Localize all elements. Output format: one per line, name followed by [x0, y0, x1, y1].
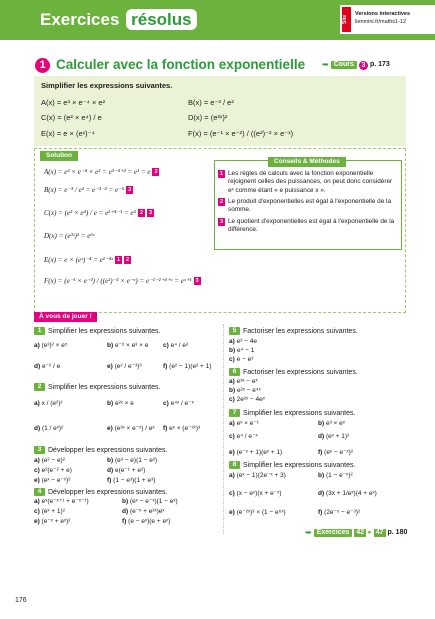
ex1-d: d) e⁻² / e: [34, 363, 61, 370]
ex8-title: [229, 461, 355, 471]
ex8-number: 8: [229, 461, 240, 469]
arrow-icon: ➥: [322, 60, 329, 69]
ex6-b-text: e²ˣ − e⁴ˣ: [236, 387, 261, 394]
ex2-d: d) (1 / eˣ)²: [34, 425, 64, 432]
ex3-c: c) e²(e⁻² + e): [34, 467, 72, 474]
ex8-d-text: (3x + 1/eˣ)(4 + eˣ): [325, 490, 377, 497]
ex3-d-text: e(e⁻¹ + e²): [114, 467, 146, 474]
ex5-c-text: e − e³: [236, 356, 254, 363]
ex3-title: [34, 446, 167, 456]
ex8-e-text: (e⁻²ˣ)³ × (1 − e⁶ˣ): [236, 509, 286, 516]
ex4-f: f) (e − eˣ)(e + eˣ): [122, 518, 171, 525]
ex6-b: b) e²ˣ − e⁴ˣ: [229, 387, 261, 394]
ex6-c: c) 2e²ˣ − 4eˣ: [229, 396, 265, 403]
column-divider: [223, 324, 224, 534]
sol-F: [44, 277, 201, 286]
sol-B-text: B(x) = e⁻³ / e² = e⁻³⁻² = e⁻⁵: [44, 186, 125, 194]
ex7-c-text: e⁴ / e⁻ˣ: [236, 433, 258, 440]
ex6-a-text: e³ˣ − eˣ: [236, 378, 258, 385]
ex6-a: a) e³ˣ − eˣ: [229, 378, 258, 385]
ex7-f: f) (eˣ − e⁻ˣ)²: [318, 449, 353, 456]
exercices-page: p. 180: [387, 528, 408, 536]
ex4-c-text: (eˣ + 1)²: [41, 508, 65, 515]
ex4-f-text: (e − eˣ)(e + eˣ): [128, 518, 171, 525]
sol-E: [44, 256, 131, 265]
stmt-D-text: D(x) = (e³ˣ)²: [188, 113, 228, 122]
section-number: [35, 58, 50, 73]
cours-ref[interactable]: [322, 60, 390, 70]
ex7-title-text: Simplifier les expressions suivantes.: [243, 409, 356, 417]
ex1-f: f) (e² − 1)(e² + 1): [163, 363, 212, 370]
ex1-c: c) e⁴ / e²: [163, 342, 189, 349]
site-tag: Site: [342, 7, 351, 32]
ex2-d-text: (1 / eˣ)²: [41, 425, 64, 432]
ex3-a-text: (e² − e)²: [41, 457, 65, 464]
method-item: [218, 198, 398, 215]
ex1-e: e) (e² / e⁻³)³: [107, 363, 142, 370]
sol-A: [44, 168, 159, 177]
ex7-number: 7: [229, 409, 240, 417]
versions-line-1: Versions interactives: [355, 11, 411, 17]
method-number: 3: [219, 218, 224, 225]
method-number: 2: [219, 198, 224, 205]
sol-E-ref2: 2: [125, 257, 130, 264]
ex7-a-text: eˣ × e⁻¹: [236, 420, 259, 427]
method-item: [218, 218, 398, 235]
ex8-title-text: Simplifier les expressions suivantes.: [243, 461, 356, 469]
sol-C-ref2: 3: [148, 210, 152, 217]
stmt-F-text: F(x) = (e⁻¹ × e⁻²) / ((e²)⁻² × e⁻ˣ): [188, 129, 294, 138]
exercices-to: 47: [375, 528, 384, 536]
ex4-b-text: (eˣ − e⁻ˣ)(1 − eˣ): [129, 498, 178, 505]
ex3-c-text: e²(e⁻² + e): [41, 467, 72, 474]
ex2-c-text: e⁴ˣ / e⁻ˣ: [170, 400, 194, 407]
ex1-a-text: (e³)² × e⁵: [41, 342, 68, 349]
sol-D: [44, 232, 95, 241]
ex3-e: e) (eˣ − e⁻ˣ)²: [34, 477, 71, 484]
stmt-B-text: B(x) = e⁻³ / e²: [188, 98, 234, 107]
ex3-b-text: (e³ − e)(1 − e²): [114, 457, 158, 464]
method-text: Le quotient d'exponentielles est égal à l'exponentielle de la différence.: [228, 217, 395, 233]
sol-E-ref1: 1: [116, 257, 121, 264]
section-title: Calculer avec la fonction exponentielle: [56, 57, 306, 72]
cours-page: p. 173: [369, 60, 390, 68]
ex1-title: [34, 327, 160, 337]
ex1-e-text: (e² / e⁻³)³: [114, 363, 142, 370]
ex1-d-text: e⁻² / e: [41, 363, 61, 370]
ex4-e: e) (e⁻ˣ + eˣ)²: [34, 518, 71, 525]
method-number: 1: [219, 171, 224, 177]
ex8-b: b) (1 − e⁻ˣ)²: [318, 472, 353, 479]
stmt-F: [188, 129, 293, 138]
method-text: Le produit d'exponentielles est égal à l'exponentielle de la somme.: [228, 197, 392, 214]
header-title-1: Exercices: [40, 10, 120, 29]
ex6-title-text: Factoriser les expressions suivantes.: [243, 368, 358, 376]
ex2-e-text: (e³ˣ × e⁻ˣ) / eˣ: [114, 425, 155, 432]
ex7-e-text: (e⁻ˣ + 1)(eˣ + 1): [236, 449, 283, 456]
ex7-a: a) eˣ × e⁻¹: [229, 420, 259, 427]
stmt-C-text: C(x) = (e² × e⁴) / e: [41, 113, 102, 122]
sol-A-text: A(x) = e³ × e⁻⁴ × e² = e³⁻⁴⁺² = e¹ = e: [44, 168, 151, 176]
ex1-b: b) e⁻² × e³ × e: [107, 342, 149, 349]
ex5-title-text: Factoriser les expressions suivantes.: [243, 327, 358, 335]
ex2-c: c) e⁴ˣ / e⁻ˣ: [163, 400, 194, 407]
page-number: 176: [15, 597, 27, 604]
methods-title: Conseils & Méthodes: [268, 157, 346, 167]
sol-D-text: D(x) = (e³ˣ)² = e⁶ˣ: [44, 232, 95, 240]
ex4-number: 4: [34, 488, 45, 496]
ex1-b-text: e⁻² × e³ × e: [114, 342, 149, 349]
ex7-c: c) e⁴ / e⁻ˣ: [229, 433, 258, 440]
ex3-f-text: (1 − e³)(1 + e³): [113, 477, 156, 484]
method-item: [218, 170, 398, 195]
ex2-f-text: eˣ × (e⁻²ˣ)³: [169, 425, 201, 432]
statement-instruction: Simplifier les expressions suivantes.: [41, 81, 173, 90]
ex1-number: 1: [34, 327, 45, 335]
ex3-e-text: (eˣ − e⁻ˣ)²: [41, 477, 71, 484]
ex4-a-text: eˣ(e⁻ˣ⁺¹ + e⁻ˣ⁻¹): [41, 498, 89, 505]
header-title: [40, 9, 197, 30]
ex3-title-text: Développer les expressions suivantes.: [48, 446, 168, 454]
stmt-A: [41, 98, 105, 107]
methods-list: [218, 170, 398, 237]
ex8-a: a) (eˣ − 1)(2e⁻ˣ + 3): [229, 472, 286, 479]
stmt-E-text: E(x) = e × (eˣ)⁻⁴: [41, 129, 95, 138]
ex3-f: f) (1 − e³)(1 + e³): [107, 477, 156, 484]
ex4-c: c) (eˣ + 1)²: [34, 508, 65, 515]
ex8-f-text: (2e⁻ˣ − e⁻³)²: [324, 509, 361, 516]
ex5-a: a) e² − 4e: [229, 338, 258, 345]
ex3-d: d) e(e⁻¹ + e²): [107, 467, 146, 474]
versions-line-2[interactable]: lienmini.fr/maths1-12: [355, 19, 407, 25]
ex5-b-text: e⁴ − 1: [236, 347, 255, 354]
ex7-d-text: (eˣ + 1)²: [325, 433, 350, 440]
ex8-b-text: (1 − e⁻ˣ)²: [325, 472, 353, 479]
sol-B: [44, 186, 133, 195]
sol-B-ref: 3: [128, 187, 132, 194]
exercices-label: Exercices: [314, 529, 353, 538]
sol-C: [44, 209, 154, 218]
ex6-title: [229, 368, 358, 378]
stmt-A-text: A(x) = e³ × e⁻⁴ × e²: [41, 98, 106, 107]
section-number-text: 1: [39, 59, 46, 71]
ex2-a: a) x / (e²)²: [34, 400, 63, 407]
sol-A-ref: 2: [154, 169, 158, 176]
ex4-d-text: (e⁻ˣ + e²ˣ)eˣ: [129, 508, 165, 515]
ex8-a-text: (eˣ − 1)(2e⁻ˣ + 3): [236, 472, 286, 479]
stmt-B: [188, 98, 234, 107]
stmt-D: [188, 113, 227, 122]
ex5-number: 5: [229, 327, 240, 335]
exercices-from: 42: [356, 528, 365, 536]
ex1-c-text: e⁴ / e²: [170, 342, 189, 349]
versions-box: [340, 5, 435, 34]
ex7-d: d) (eˣ + 1)²: [318, 433, 350, 440]
ex2-e: e) (e³ˣ × e⁻ˣ) / eˣ: [107, 425, 155, 432]
ex5-title: [229, 327, 358, 337]
ex3-b: b) (e³ − e)(1 − e²): [107, 457, 158, 464]
sol-C-text: C(x) = (e² × e⁴) / e = e²⁺⁴⁻¹ = e⁵: [44, 209, 136, 217]
practice-label: À vous de jouer !: [34, 312, 97, 322]
ex7-f-text: (eˣ − e⁻ˣ)²: [324, 449, 353, 456]
ex4-d: d) (e⁻ˣ + e²ˣ)eˣ: [122, 508, 165, 515]
ex4-e-text: (e⁻ˣ + eˣ)²: [41, 518, 71, 525]
exercices-ref[interactable]: [305, 528, 407, 538]
ex2-b: b) e²ˣ × e: [107, 400, 134, 407]
ex5-b: b) e⁴ − 1: [229, 347, 255, 354]
ex4-title: [34, 488, 167, 498]
ex2-f: f) eˣ × (e⁻²ˣ)³: [163, 425, 201, 432]
ex2-b-text: e²ˣ × e: [114, 400, 134, 407]
sol-C-ref1: 2: [139, 210, 143, 217]
sol-F-text: F(x) = (e⁻¹ × e⁻²) / ((e²)⁻² × e⁻ˣ) = e⁻¹⁻²⁺⁴⁺ˣ = eˣ⁺¹: [44, 277, 192, 285]
ex1-f-text: (e² − 1)(e² + 1): [169, 363, 212, 370]
ex6-number: 6: [229, 368, 240, 376]
ex8-c: c) (x − eˣ)(x + e⁻ˣ): [229, 490, 282, 497]
solution-label: Solution: [40, 151, 78, 161]
cours-number: 3: [359, 61, 368, 70]
cours-label: Cours: [331, 61, 357, 70]
ex1-title-text: Simplifier les expressions suivantes.: [48, 327, 161, 335]
ex5-a-text: e² − 4e: [236, 338, 258, 345]
ex6-c-text: 2e²ˣ − 4eˣ: [236, 396, 265, 403]
ex7-e: e) (e⁻ˣ + 1)(eˣ + 1): [229, 449, 283, 456]
ex4-a: a) eˣ(e⁻ˣ⁺¹ + e⁻ˣ⁻¹): [34, 498, 89, 505]
ex3-number: 3: [34, 446, 45, 454]
ex5-c: c) e − e³: [229, 356, 254, 363]
ex7-b: b) e³ × eˣ: [318, 420, 345, 427]
method-text: Les règles de calculs avec la fonction exponentielle rejoignent celles des puissances, on peut donc considérer eˣ comme étant « e puissance x ».: [228, 170, 393, 194]
sol-E-text: E(x) = e × (eˣ)⁻⁴ = e¹⁻⁴ˣ: [44, 256, 114, 264]
header-title-2: résolus: [126, 9, 196, 30]
ex1-a: a) (e³)² × e⁵: [34, 342, 68, 349]
ex3-a: a) (e² − e)²: [34, 457, 65, 464]
ex8-c-text: (x − eˣ)(x + e⁻ˣ): [236, 490, 282, 497]
ex8-e: e) (e⁻²ˣ)³ × (1 − e⁶ˣ): [229, 509, 286, 516]
stmt-E: [41, 129, 95, 138]
ex4-b: b) (eˣ − e⁻ˣ)(1 − eˣ): [122, 498, 178, 505]
ex8-f: f) (2e⁻ˣ − e⁻³)²: [318, 509, 361, 516]
ex7-title: [229, 409, 355, 419]
ex2-title-text: Simplifier les expressions suivantes.: [48, 383, 161, 391]
stmt-C: [41, 113, 102, 122]
to-arrow-icon: ▸: [368, 528, 372, 536]
ex2-number: 2: [34, 383, 45, 391]
ex7-b-text: e³ × eˣ: [325, 420, 345, 427]
ex8-d: d) (3x + 1/eˣ)(4 + eˣ): [318, 490, 377, 497]
ex4-title-text: Développer les expressions suivantes.: [48, 488, 168, 496]
arrow-icon: ➥: [305, 528, 312, 537]
ex2-title: [34, 383, 160, 393]
sol-F-ref: 3: [195, 278, 199, 285]
ex2-a-text: x / (e²)²: [41, 400, 63, 407]
